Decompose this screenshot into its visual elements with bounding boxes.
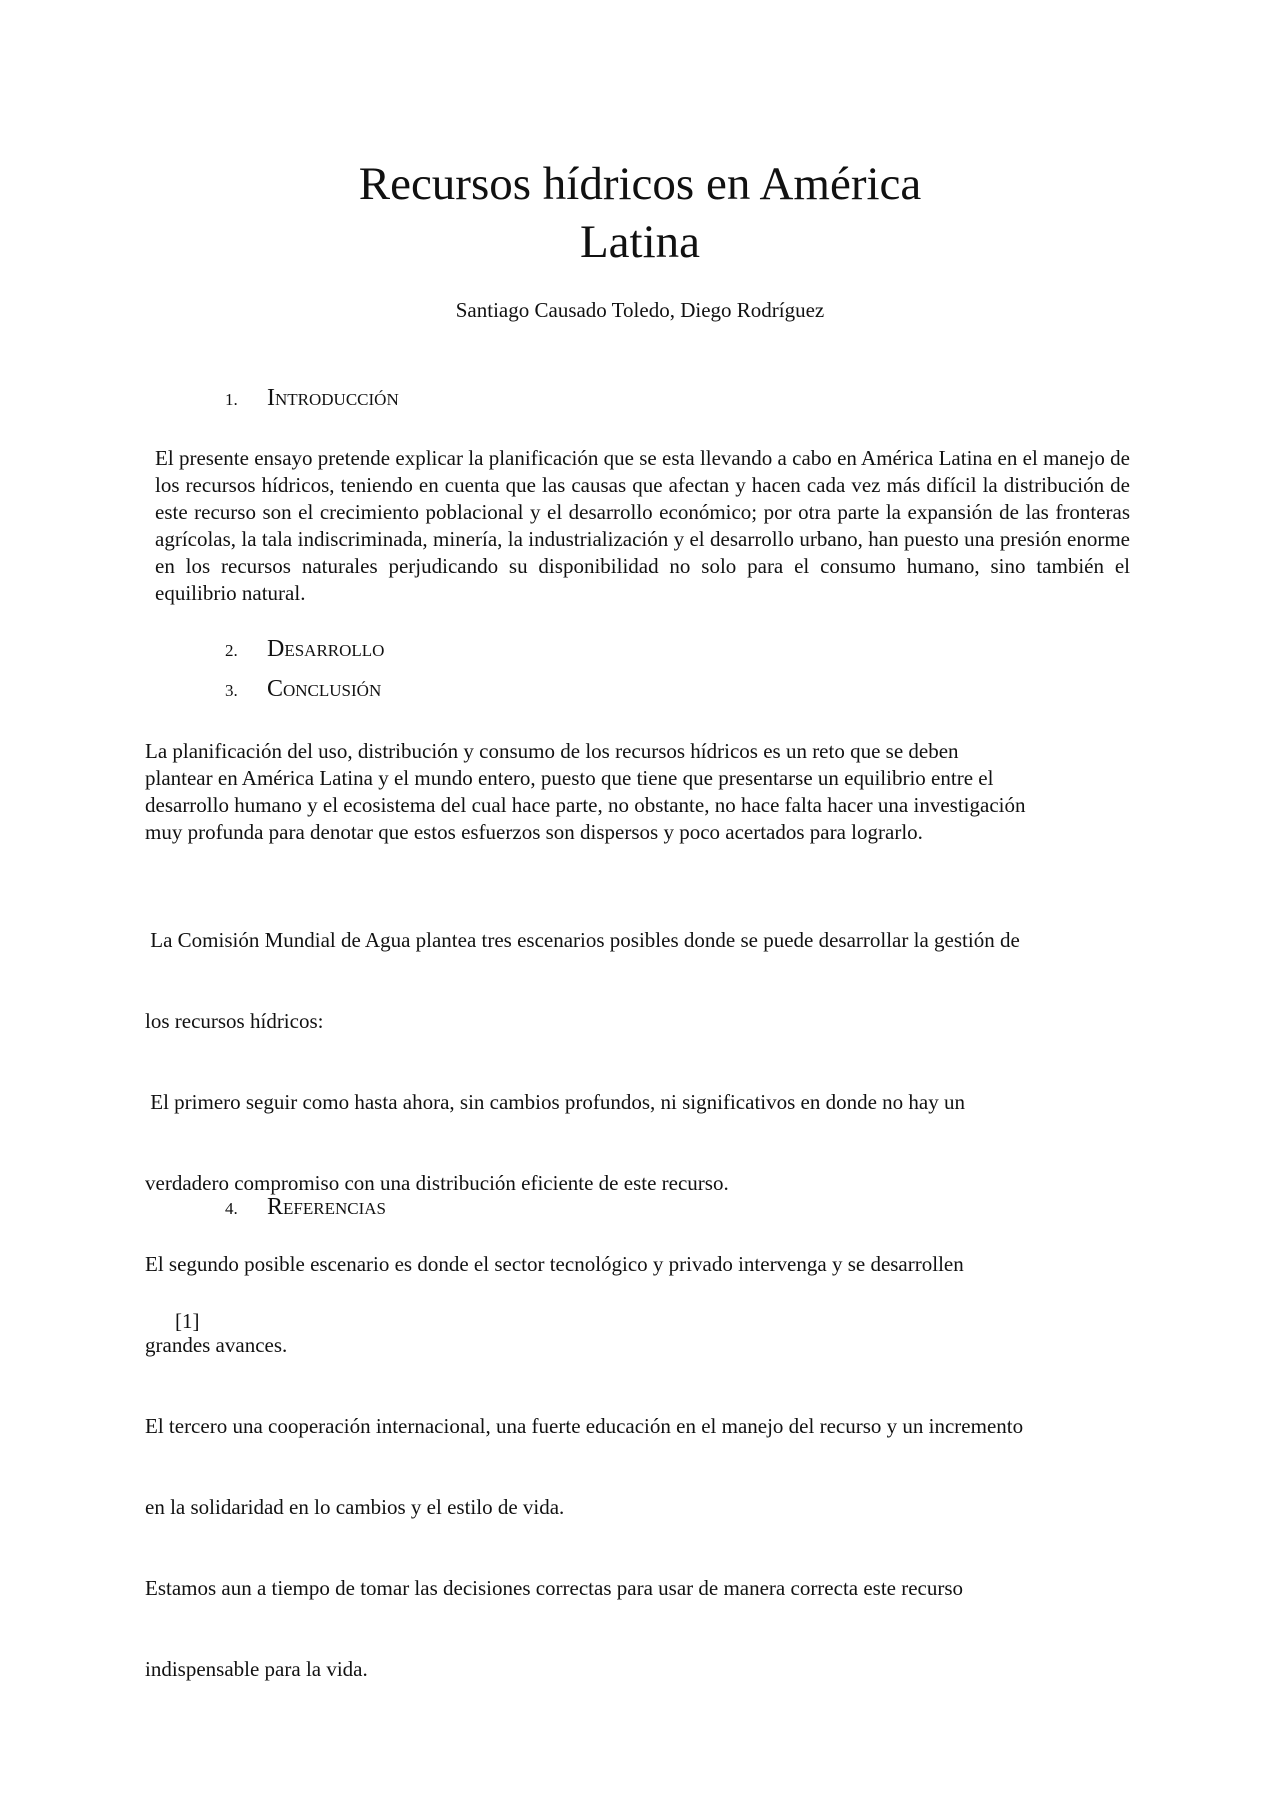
section-heading-introduccion [225,383,399,415]
reference-marker: [1] [175,1309,200,1333]
section-number: 4. [225,1199,238,1218]
text-line: El tercero una cooperación internacional, una fuerte educación en el manejo del recurso y un incremento [145,1414,1024,1438]
authors-line: Santiago Causado Toledo, Diego Rodríguez [455,298,825,322]
text-line: grandes avances. [145,1333,288,1357]
section-title: Conclusión [267,676,382,702]
section-number: 2. [225,641,238,660]
text-line: en la solidaridad en lo cambios y el estilo de vida. [145,1495,565,1519]
text-line: La planificación del uso, distribución y consumo de los recursos hídricos es un reto que se deben [145,739,959,763]
text-line: Estamos aun a tiempo de tomar las decisiones correctas para usar de manera correcta este recurso [145,1576,964,1600]
text-line: los recursos hídricos: [145,1009,324,1033]
title-line-2: Latina [579,216,701,268]
text-line: plantear en América Latina y el mundo entero, puesto que tiene que presentarse un equilibrio entre el [145,766,994,790]
section-heading-conclusion [225,674,381,706]
text-line: indispensable para la vida. [145,1657,368,1681]
text-line: desarrollo humano y el ecosistema del cual hace parte, no obstante, no hace falta hacer una investigación [145,793,1026,817]
text-line: El segundo posible escenario es donde el sector tecnológico y privado intervenga y se desarrollen [145,1252,964,1276]
text-line: verdadero compromiso con una distribución eficiente de este recurso. [145,1171,729,1195]
section-title: Introducción [267,385,399,411]
conclusion-paragraph-2 [145,873,1145,1737]
text-line: La Comisión Mundial de Agua plantea tres escenarios posibles donde se puede desarrollar la gestión de [145,928,1020,952]
text-line: muy profunda para denotar que estos esfuerzos son dispersos y poco acertados para lograrlo. [145,820,923,844]
section-heading-referencias [225,1192,386,1224]
section-title: Referencias [267,1194,386,1220]
document-title [240,155,1040,271]
conclusion-paragraph-1 [145,738,1145,846]
section-number: 1. [225,390,238,409]
section-title: Desarrollo [267,636,385,662]
text-line: El primero seguir como hasta ahora, sin cambios profundos, ni significativos en donde no hay un [145,1090,965,1114]
section-heading-desarrollo [225,634,384,666]
section-number: 3. [225,681,238,700]
title-line-1: Recursos hídricos en América [358,158,922,210]
introduction-paragraph: El presente ensayo pretende explicar la planificación que se esta llevando a cabo en América Latina en el manejo de los recursos hídricos, teniendo en cuenta que las causas que afectan y hacen cada vez más difícil la distribución de este recurso son el crecimiento poblacional y el desarrollo económico; por otra parte la expansión de las fronteras agrícolas, la tala indiscriminada, minería, la industrialización y el desarrollo urbano, han puesto una presión enorme en los recursos naturales perjudicando su disponibilidad no solo para el consumo humano, sino también el equilibrio natural. [155,446,1130,605]
